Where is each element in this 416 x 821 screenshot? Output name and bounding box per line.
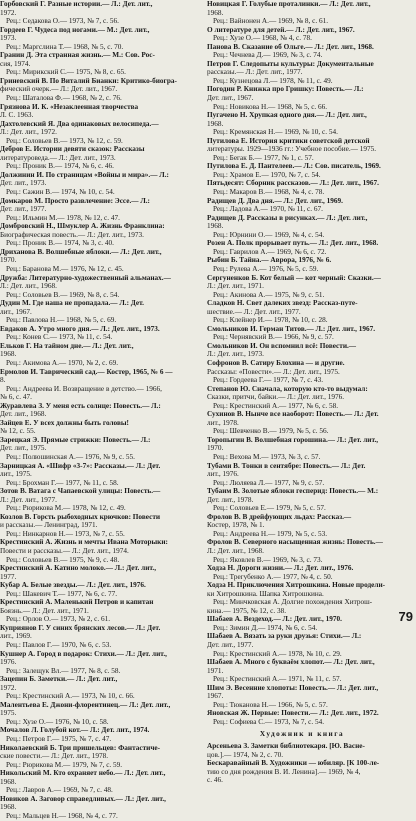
index-entry-title: Крестинский А. Жизнь и мечты Ивана Моторыки: [0, 538, 168, 547]
index-entry-title: Ходза Н. Дороги жизни.— Л.: Дет. лит., 1976. [207, 564, 354, 573]
index-entry-review: Рец.: Хузе О.— 1968, № 4, с. 78. [213, 34, 312, 43]
index-entry-title: Малентьева Е. Джони-флорентинец.— Л.: Дет. лит., [0, 700, 171, 709]
index-entry-review: Рец.: Орлов О.— 1973, № 2, с. 61. [6, 615, 111, 624]
index-entry-continuation: Боязнь.— Л.: Дет. лит., 1971. [0, 606, 89, 615]
index-entry-continuation: 1973. [0, 34, 17, 43]
index-entry-title: Куприянов Г. У синих брянских лесов.— Л.: Дет. [0, 623, 161, 632]
index-entry-title: Смольников И. Герман Титов.— Л.: Дет. лит., 1967. [207, 324, 376, 333]
index-entry-title: Мочалов Л. Голубой кот.— Л.: Дет. лит., 1974. [0, 726, 150, 735]
index-entry-title: Фролов В. В дрейфующих льдах: Рассказ.— [207, 512, 352, 521]
index-entry-continuation: № 12, с. 55. [0, 427, 36, 436]
index-entry-title: Дружба: Литературно-художественный альманах.— [0, 273, 171, 282]
index-entry-continuation: Сказки, притчи, байки.— Л.: Дет. лит., 1976. [207, 393, 345, 402]
index-entry-title: Погодин Р. Книжка про Гришку: Повесть.— Л.: [207, 85, 364, 94]
index-entry-continuation: кина.— 1975, № 12, с. 38. [207, 606, 287, 615]
index-entry-continuation: и рассказы.— Ленинград, 1971. [0, 521, 98, 530]
index-entry-continuation: 1968. [207, 119, 224, 128]
index-entry-continuation: 8. [0, 376, 6, 385]
index-entry-review: Рец.: Чернявский В.— 1966, № 9, с. 57. [213, 333, 334, 342]
index-entry-review: Рец.: Проник В.— 1974, № 6, с. 46. [6, 162, 114, 171]
index-entry-title: Арсеньева З. Заметки библиотекаря. [Ю. Васне- [207, 742, 365, 751]
index-entry-review: Рец.: Рюрикова М.— 1978, № 12, с. 49. [6, 504, 126, 513]
index-entry-review: Рец.: Андреева Н.— 1979, № 5, с. 53. [213, 529, 328, 538]
index-entry-title: Гранин Д. Эта странная жизнь.— М.: Сов. Рос- [0, 51, 155, 60]
index-entry-continuation: Повести и рассказы.— Л.: Дет. лит., 1974. [0, 547, 129, 555]
index-entry-continuation: 1976. [0, 658, 17, 667]
index-entry-continuation: Л. С. 1963. [0, 111, 34, 120]
index-entry-continuation: Дет. лит., 1968. [0, 410, 47, 419]
index-entry-review: Рец.: Ладова А.— 1970, № 11, с. 67. [213, 205, 323, 214]
index-entry-review: Рец.: Маргслина Т.— 1968, № 5, с. 70. [6, 42, 124, 51]
index-entry-review: Рец.: Седакова О.— 1973, № 7, с. 56. [6, 17, 119, 26]
index-entry-review: Рец.: Сажин В.— 1974, № 10, с. 54. [6, 188, 115, 197]
index-entry-title: Зотов В. Ватага с Чапаевской улицы: Повесть.— [0, 487, 161, 496]
index-entry-continuation: цов.].— 1974, № 2, с. 70. [207, 750, 284, 759]
index-entry-review: Рец.: Залещук Вл.— 1977, № 8, с. 58. [6, 666, 121, 675]
index-entry-review: Рец.: Рюрикова М.— 1979, № 7, с. 59. [6, 760, 123, 769]
index-entry-title: Зарницкая А. «Шифр «3-7»: Рассказы.— Л.: Дет. [0, 461, 161, 470]
index-entry-review: Рец.: Брохман Г.— 1977, № 11, с. 58. [6, 478, 119, 487]
index-entry-review: Рец.: Рулева А.— 1976, № 5, с. 59. [213, 264, 319, 273]
index-entry-continuation: 1968. [0, 777, 17, 786]
index-entry-review: Рец.: Вехова М.— 1973, № 3, с. 57. [213, 452, 321, 461]
index-column-left [0, 0, 204, 821]
index-entry-continuation: литературы. 1929—1936 гг.: Учебное пособие.— 1975. [207, 145, 377, 154]
index-entry-title: Тубаим В. Золотые яблоки гесперид: Повесть.— М.: [207, 487, 379, 496]
index-entry-title: Пятьдесят: Сборник рассказов.— Л.: Дет. лит., 1967. [207, 179, 379, 188]
index-entry-title: Гриневский В. По Виталий Бианки: Критико-биогра- [0, 76, 177, 85]
index-entry-title: Зайцев Е. У всех должны быть головы! [0, 418, 129, 427]
index-entry-continuation: 1968. [0, 803, 17, 812]
index-entry-review: Рец.: Гордеева Г.— 1977, № 7, с. 43. [213, 376, 324, 385]
index-entry-continuation: Л.: Дет. лит., 1972. [0, 128, 57, 137]
index-entry-continuation: Дет. лит., 1977. [0, 205, 47, 214]
index-entry-review: Рец.: Минчковская А. Долгие похождения Хитрош- [213, 598, 373, 607]
index-entry-continuation: лит., 1969. [0, 632, 32, 641]
index-entry-continuation: с. 46. [207, 776, 223, 785]
index-entry-title: Зацепин Б. Заметки.— Л.: Дет. лит., [0, 675, 118, 684]
index-entry-review: Рец.: Шаталова Ф.— 1968, № 2, с. 76. [6, 94, 122, 103]
index-entry-title: Шабаев А. Вязать за руки друзья: Стихи.— Л.: [207, 632, 362, 641]
index-entry-title: Ходза Н. Приключения Хитрошкина. Новые продели- [207, 581, 386, 590]
index-column-right [207, 0, 397, 785]
index-entry-continuation: 1971. [207, 666, 224, 675]
index-entry-review: Рец.: Полюшинская А.— 1976, № 9, с. 55. [6, 452, 135, 461]
index-entry-title: Домкаров М. Просто развлечение: Эссе.— Л.: [0, 196, 150, 205]
index-entry-continuation: Л.: Дет. лит., 1968. [207, 547, 264, 555]
index-entry-continuation: 1970. [0, 256, 17, 265]
index-entry-continuation: Рассказы: «Повести».— Л.: Дет. лит., 1975. [207, 367, 340, 376]
index-entry-review: Рец.: Крестинский А.— 1977, № 6, с. 58. [213, 401, 339, 410]
index-entry-continuation: № 6, с. 47. [0, 393, 32, 402]
page-number: 79 [398, 609, 413, 624]
index-entry-title: Радищев Д. Два дня.— Л.: Дет. лит., 1969. [207, 196, 343, 205]
index-entry-title: Фролов В. Северного насыщенная жизнь: Повесть.— [207, 538, 383, 547]
index-entry-title: Шим Э. Весенние хлопоты: Повесть.— Л.: Дет. лит., [207, 683, 379, 692]
index-entry-title: Пугачено Н. Хрупкая одного дня.— Л.: Дет. лит., [207, 111, 367, 120]
index-entry-review: Рец.: Нинкарнов Н.— 1973, № 7, с. 55. [6, 529, 125, 538]
index-entry-continuation: фический очерк.— Л.: Дет. лит., 1967. [0, 85, 118, 94]
index-entry-continuation: Дет. лит., 1975. [0, 444, 47, 453]
index-entry-title: Радищев Д. Рассказы в рисунках.— Л.: Дет. лит., [207, 213, 368, 222]
index-entry-continuation: Костер, 1978, № 1. [207, 521, 265, 530]
index-entry-title: Дриханова В. Волшебные яблоки.— Л.: Дет. лит., [0, 247, 162, 256]
index-entry-continuation: ские повести.— Л.: Дет. лит., 1978. [0, 752, 109, 761]
index-entry-title: Сладков Н. Свет далеких звезд: Рассказ-путе- [207, 299, 358, 308]
index-entry-review: Рец.: Новикова Н.— 1968, № 5, с. 66. [213, 102, 328, 111]
index-entry-title: Крестинский А. Маленький Петров и капитан [0, 598, 154, 607]
index-entry-review: Рец.: Трегубенко А.— 1977, № 4, с. 50. [213, 572, 333, 581]
index-entry-review: Рец.: Зимин Д.— 1974, № 6, с. 54. [213, 623, 318, 632]
index-entry-title: Розен А. Полк прорывает путь.— Л.: Дет. лит., 1968. [207, 239, 379, 248]
index-entry-title: Степанов Ю. Сначала, которую кто-то выдумал: [207, 384, 368, 393]
index-entry-title: Дудин М. Где наша не пропадала.— Л.: Дет. [0, 299, 144, 308]
index-entry-title: Домбровский Н., Шмуклер А. Жизнь Франклина: [0, 222, 165, 231]
index-entry-review: Рец.: Соловьев В.— 1975, № 9, с. 48. [6, 555, 120, 564]
index-entry-title: Торопыгин В. Волшебная горошина.— Л.: Дет. лит., [207, 435, 379, 444]
index-entry-continuation: 1970. [207, 444, 224, 453]
index-entry-title: Козлов В. Горсть рыбоходных крючков: Повести [0, 512, 161, 521]
index-entry-continuation: Л.: Дет. лит., 1968. [0, 282, 57, 291]
index-entry-title: Шабаев А. Много с букваём хлопот.— Л.: Дет. лит., [207, 658, 375, 667]
index-entry-title: Софронов В. Сатиру Блохина — и другие. [207, 358, 345, 367]
section-heading: Художник и книга [259, 730, 345, 739]
index-entry-title: Евдаков А. Утро много дня.— Л.: Дет. лит., 1973. [0, 324, 160, 333]
index-entry-title: Панова В. Сказание об Ольге.— Л.: Дет. лит., 1968. [207, 42, 374, 51]
index-entry-title: Тубами В. Тонки в сентябре: Повесть.— Л.: Дет. [207, 461, 366, 470]
index-entry-title: Путилова Е. Д. Пантелеев.— Л.: Сов. писатель, 1969. [207, 162, 381, 171]
index-entry-continuation: 1968. [0, 350, 17, 359]
index-entry-title: Ермолов И. Таврический сад.— Костер, 1965, № 6 — [0, 367, 173, 376]
index-entry-review: Рец.: Люляева Л.— 1977, № 9, с. 57. [213, 478, 325, 487]
index-entry-review: Рец.: Клейнер И.— 1978, № 10, с. 28. [213, 316, 328, 325]
index-entry-continuation: Дет. лит., 1967. [207, 94, 254, 103]
index-entry-continuation: 1975. [0, 709, 17, 718]
index-entry-review: Рец.: Яковлев В.— 1969, № 3, с. 73. [213, 555, 323, 564]
index-entry-review: Рец.: Тюканова Н.— 1966, № 5, с. 57. [213, 700, 328, 709]
index-entry-continuation: 1972. [0, 8, 17, 17]
index-entry-continuation: 1972. [0, 683, 17, 692]
index-entry-review: Рец.: Петров Г.— 1975, № 7, с. 47. [6, 735, 112, 744]
index-entry-continuation: Л.: Дет. лит., 1973. [207, 350, 264, 359]
index-entry-title: Грязнова И. К. «Незаклеенная творчества [0, 102, 139, 111]
index-entry-review: Рец.: Мальцев Н.— 1968, № 4, с. 77. [6, 811, 118, 820]
index-entry-title: Петров Г. Следопыты культуры: Документальные [207, 59, 374, 68]
index-entry-continuation: Л.: Дет. лит., 1977. [0, 495, 57, 504]
index-entry-title: Крестинский А. Катино молоко.— Л.: Дет. лит., [0, 564, 157, 573]
index-entry-review: Рец.: Кремянская Н.— 1969, № 10, с. 54. [213, 128, 338, 137]
index-entry-title: Шабаев А. Вездеход.— Л.: Дет. лит., 1970. [207, 615, 342, 624]
index-entry-review: Рец.: Макаров В.— 1968, № 4, с. 78. [213, 188, 325, 197]
index-entry-continuation: ки Хитрошкина. Шапка Хитрошкина. [207, 589, 324, 598]
index-entry-review: Рец.: Акинова А.— 1975, № 9, с. 51. [213, 290, 325, 299]
index-entry-review: Рец.: Вайнонен А.— 1969, № 8, с. 61. [213, 17, 329, 26]
index-entry-title: Новицкая Г. Голубые проталинки.— Л.: Дет. лит., [207, 0, 371, 8]
index-entry-continuation: Биографическая повесть.— Л.: Дет. лит., 1973. [0, 230, 144, 239]
index-entry-review: Рец.: Кузнецова Л.— 1978, № 11, с. 49. [213, 76, 333, 85]
index-entry-title: Бескаравайный В. Художники — юбиляр. [К 100-ле- [207, 759, 380, 768]
index-entry-review: Рец.: Мирикский С.— 1975, № 8, с. 65. [6, 68, 126, 77]
index-entry-title: Сергуненков Б. Кот белый — кот черный: Сказки.— [207, 273, 381, 282]
index-entry-review: Рец.: Баранова М.— 1976, № 12, с. 45. [6, 264, 124, 273]
index-entry-review: Рец.: Гаврилов А.— 1969, № 6, с. 72. [213, 247, 327, 256]
index-entry-review: Рец.: Соловьев Е.— 1979, № 5, с. 57. [213, 504, 326, 513]
index-entry-continuation: литературоведа.— Л.: Дет. лит., 1973. [0, 153, 116, 162]
index-entry-title: Никольский М. Кто охраняет небо.— Л.: Дет. лит., [0, 769, 166, 778]
index-entry-continuation: 1968. [207, 222, 224, 231]
index-entry-continuation: лит., 1976. [207, 470, 239, 479]
index-entry-title: Журавлева З. У меня есть солнце: Повесть.— Л.: [0, 401, 161, 410]
index-entry-review: Рец.: Крестинский А.— 1973, № 10, с. 66. [6, 692, 135, 701]
index-entry-title: Новиков А. Заговор справедливых.— Л.: Дет. лит., [0, 794, 166, 803]
index-entry-title: Должинин И. По страницам «Войны и мира».— Л.: [0, 170, 169, 179]
index-entry-review: Рец.: Храмов Е.— 1970, № 7, с. 54. [213, 170, 321, 179]
index-entry-review: Рец.: Шакевич Т.— 1977, № 6, с. 77. [6, 589, 118, 598]
index-entry-review: Рец.: Соловьев В.— 1973, № 12, с. 59. [6, 136, 123, 145]
index-entry-continuation: Дет. лит., 1977. [207, 641, 254, 650]
index-entry-review: Рец.: Лавров А.— 1969, № 7, с. 48. [6, 786, 113, 795]
index-entry-title: Горбовский Г. Разные истории.— Л.: Дет. лит., [0, 0, 153, 8]
index-entry-continuation: сия, 1974. [0, 59, 31, 68]
index-entry-review: Рец.: Андреева И. Возвращение в детство.— 1966, [6, 384, 162, 393]
index-entry-title: Дахтолевский Я. Два одинаковых велосипеда.— [0, 119, 159, 128]
index-entry-continuation: лит., 1975. [0, 470, 32, 479]
index-entry-review: Рец.: Павлов Г.— 1970, № 6, с. 53. [6, 641, 112, 650]
index-entry-title: Ельков Г. На тайном дне.— Л.: Дет. лит., [0, 341, 134, 350]
index-entry-review: Рец.: Крестинский А.— 1971, № 11, с. 57. [213, 675, 342, 684]
index-entry-continuation: шествие.— Л.: Дет. лит., 1977. [207, 307, 301, 316]
index-entry-title: Николаевский Б. Три пришельцев: Фантастиче- [0, 743, 161, 752]
index-entry-title: Рыбин Б. Тайна.— Аврора, 1976, № 6. [207, 256, 332, 265]
index-entry-review: Рец.: Шевченко В.— 1979, № 5, с. 56. [213, 427, 329, 436]
index-entry-title: Кубар А. Белые звезды.— Л.: Дет. лит., 1976. [0, 581, 146, 590]
index-entry-title: Смольников И. Он вспомнил всё: Повести.— [207, 341, 357, 350]
index-entry-review: Рец.: Чечнева Д.— 1969, № 3, с. 74. [213, 51, 323, 60]
index-entry-review: Рец.: Бегак Б.— 1977, № 1, с. 57. [213, 153, 314, 162]
index-entry-continuation: Дет. лит., 1973. [0, 179, 47, 188]
index-entry-title: Гордеев Г. Чудеса под ногами.— М.: Дет. лит., [0, 25, 150, 34]
index-entry-review: Рец.: Проник В.— 1974, № 3, с. 40. [6, 239, 114, 248]
index-entry-title: Путилова Е. История критики советской детской [207, 136, 370, 145]
index-entry-review: Рец.: Павлова Н.— 1968, № 5, с. 69. [6, 316, 117, 325]
index-entry-title: Кушнер А. Город в подарок: Стихи.— Л.: Дет. лит., [0, 649, 167, 658]
index-entry-continuation: Дет. лит., 1978. [207, 495, 254, 504]
index-entry-review: Рец.: Хузе О.— 1976, № 10, с. 58. [6, 717, 109, 726]
index-entry-continuation: лит., 1978. [207, 418, 239, 427]
index-entry-title: О литературе для детей.— Л.: Дет. лит., 1967. [207, 25, 355, 34]
index-entry-continuation: рассказы.— Л.: Дет. лит., 1977. [207, 68, 303, 77]
index-entry-continuation: 1968. [207, 8, 224, 17]
index-entry-review: Рец.: Соловьев В.— 1969, № 8, с. 54. [6, 290, 120, 299]
index-entry-continuation: тию со дня рождения В. И. Ленина].— 1969, № 4, [207, 767, 361, 776]
index-entry-review: Рец.: Софиева С.— 1973, № 7, с. 54. [213, 717, 325, 726]
index-entry-continuation: 1967. [207, 692, 224, 701]
index-entry-continuation: Л.: Дет. лит., 1971. [207, 282, 264, 291]
index-entry-title: Яновская Ж. Первые: Повести.— Л.: Дет. лит., 1972. [207, 709, 379, 718]
index-entry-review: Рец.: Крестинский А.— 1978, № 10, с. 29. [213, 649, 342, 658]
index-entry-review: Рец.: Ильмин М.— 1978, № 12, с. 47. [6, 213, 120, 222]
index-entry-review: Рец.: Акимова А.— 1970, № 2, с. 69. [6, 358, 119, 367]
index-entry-review: Рец.: Юрнини О.— 1969, № 4, с. 54. [213, 230, 325, 239]
index-entry-review: Рец.: Конев С.— 1973, № 11, с. 54. [6, 333, 113, 342]
index-entry-title: Зарецкая Э. Прямые стрижки: Повесть.— Л.: [0, 435, 151, 444]
index-entry-continuation: 1977. [0, 572, 17, 581]
index-entry-continuation: лит., 1967. [0, 307, 32, 316]
index-entry-title: Сухинов В. Нынче все наоборот: Повесть.— Л.: Дет. [207, 410, 379, 419]
index-entry-title: Дебров Е. Истории девяти сказок: Рассказы [0, 145, 145, 154]
